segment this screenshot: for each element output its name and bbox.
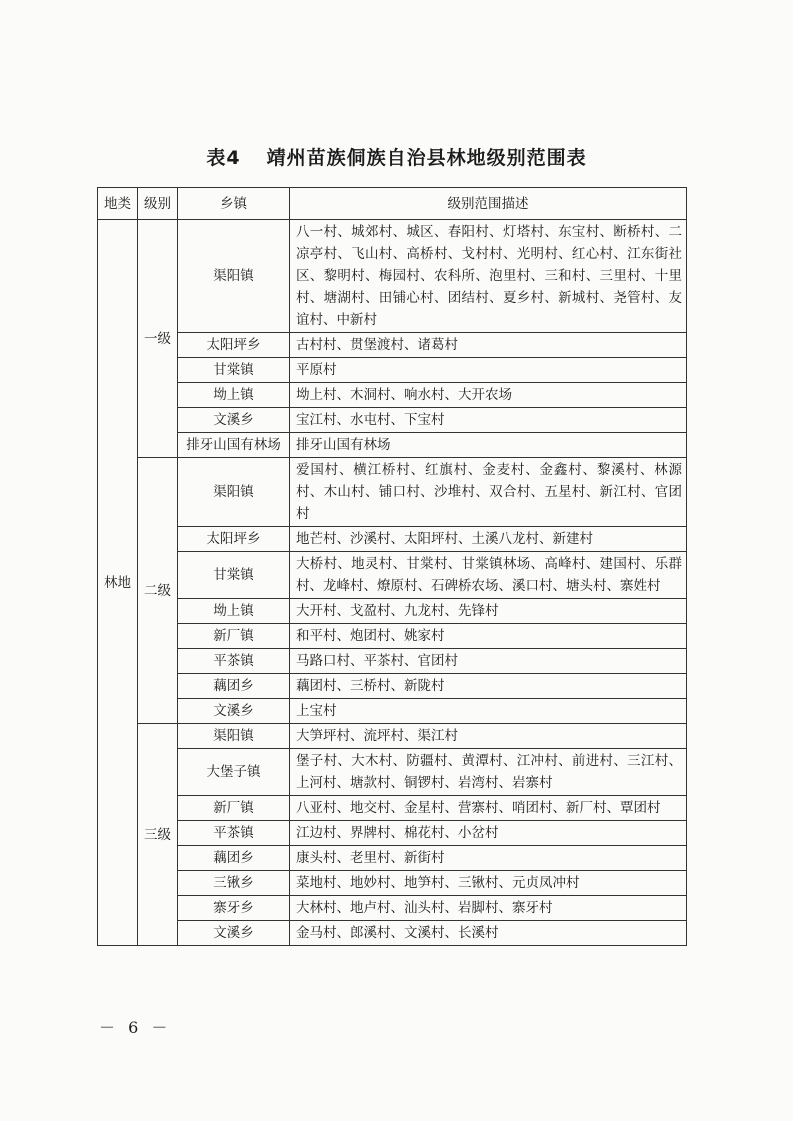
header-row [98, 188, 687, 220]
table-row [98, 552, 687, 599]
table-title [0, 143, 793, 170]
table-row [98, 821, 687, 846]
table-row [98, 846, 687, 871]
description-cell: 大桥村、地灵村、甘棠村、甘棠镇林场、高峰村、建国村、乐群村、龙峰村、燎原村、石碑桥农场、溪口村、塘头村、寨姓村 [290, 552, 687, 599]
description-cell: 藕团村、三桥村、新陇村 [290, 674, 687, 699]
town-cell: 寨牙乡 [178, 896, 290, 921]
header-level: 级别 [138, 188, 178, 220]
table-row [98, 749, 687, 796]
description-cell: 金马村、郎溪村、文溪村、长溪村 [290, 921, 687, 946]
header-description: 级别范围描述 [290, 188, 687, 220]
description-cell: 排牙山国有林场 [290, 433, 687, 458]
town-cell: 甘棠镇 [178, 358, 290, 383]
town-cell: 坳上镇 [178, 383, 290, 408]
description-cell: 大开村、戈盈村、九龙村、先锋村 [290, 599, 687, 624]
description-cell: 和平村、炮团村、姚家村 [290, 624, 687, 649]
town-cell: 新厂镇 [178, 796, 290, 821]
land-type-cell: 林地 [98, 220, 138, 946]
town-cell: 甘棠镇 [178, 552, 290, 599]
forest-level-table [97, 187, 687, 946]
description-cell: 地芒村、沙溪村、太阳坪村、土溪八龙村、新建村 [290, 527, 687, 552]
description-cell: 堡子村、大木村、防疆村、黄潭村、江冲村、前进村、三江村、上河村、塘款村、铜锣村、岩湾村、岩寨村 [290, 749, 687, 796]
town-cell: 文溪乡 [178, 921, 290, 946]
town-cell: 大堡子镇 [178, 749, 290, 796]
table-row [98, 896, 687, 921]
description-cell: 康头村、老里村、新街村 [290, 846, 687, 871]
town-cell: 太阳坪乡 [178, 333, 290, 358]
description-cell: 江边村、界牌村、棉花村、小岔村 [290, 821, 687, 846]
table-row [98, 921, 687, 946]
description-cell: 爱国村、横江桥村、红旗村、金麦村、金鑫村、黎溪村、林源村、木山村、铺口村、沙堆村、双合村、五星村、新江村、官团村 [290, 458, 687, 527]
table-body [98, 220, 687, 946]
town-cell: 藕团乡 [178, 846, 290, 871]
table-row [98, 358, 687, 383]
town-cell: 太阳坪乡 [178, 527, 290, 552]
table-number: 表4 [206, 147, 241, 169]
table-row [98, 796, 687, 821]
table-row [98, 724, 687, 749]
description-cell: 宝江村、水屯村、下宝村 [290, 408, 687, 433]
description-cell: 菜地村、地妙村、地笋村、三锹村、元贞凤冲村 [290, 871, 687, 896]
town-cell: 排牙山国有林场 [178, 433, 290, 458]
table-row [98, 458, 687, 527]
description-cell: 八一村、城郊村、城区、春阳村、灯塔村、东宝村、断桥村、二凉亭村、飞山村、高桥村、戈村村、光明村、红心村、江东街社区、黎明村、梅园村、农科所、泡里村、三和村、三里村、十里村、塘湖村、田铺心村、团结村、夏乡村、新城村、尧管村、友谊村、中新村 [290, 220, 687, 333]
description-cell: 平原村 [290, 358, 687, 383]
description-cell: 八亚村、地交村、金星村、营寨村、哨团村、新厂村、覃团村 [290, 796, 687, 821]
town-cell: 平茶镇 [178, 821, 290, 846]
table-row [98, 433, 687, 458]
level-cell: 二级 [138, 458, 178, 724]
town-cell: 渠阳镇 [178, 220, 290, 333]
town-cell: 渠阳镇 [178, 458, 290, 527]
description-cell: 古村村、贯堡渡村、诸葛村 [290, 333, 687, 358]
table-row [98, 408, 687, 433]
table-row [98, 599, 687, 624]
page-number: － 6 － [99, 1018, 172, 1037]
table-row [98, 624, 687, 649]
table-row [98, 333, 687, 358]
town-cell: 三锹乡 [178, 871, 290, 896]
town-cell: 文溪乡 [178, 408, 290, 433]
table-row [98, 527, 687, 552]
town-cell: 藕团乡 [178, 674, 290, 699]
header-land-type: 地类 [98, 188, 138, 220]
table-row [98, 383, 687, 408]
town-cell: 文溪乡 [178, 699, 290, 724]
table-row [98, 699, 687, 724]
description-cell: 大笋坪村、流坪村、渠江村 [290, 724, 687, 749]
table-row [98, 674, 687, 699]
table-row [98, 871, 687, 896]
description-cell: 马路口村、平茶村、官团村 [290, 649, 687, 674]
level-cell: 三级 [138, 724, 178, 946]
description-cell: 大林村、地卢村、汕头村、岩脚村、寨牙村 [290, 896, 687, 921]
description-cell: 上宝村 [290, 699, 687, 724]
table-row [98, 220, 687, 333]
town-cell: 平茶镇 [178, 649, 290, 674]
table-title-text: 靖州苗族侗族自治县林地级别范围表 [266, 147, 587, 169]
level-cell: 一级 [138, 220, 178, 458]
town-cell: 渠阳镇 [178, 724, 290, 749]
description-cell: 坳上村、木洞村、响水村、大开农场 [290, 383, 687, 408]
town-cell: 新厂镇 [178, 624, 290, 649]
town-cell: 坳上镇 [178, 599, 290, 624]
table-row [98, 649, 687, 674]
header-town: 乡镇 [178, 188, 290, 220]
